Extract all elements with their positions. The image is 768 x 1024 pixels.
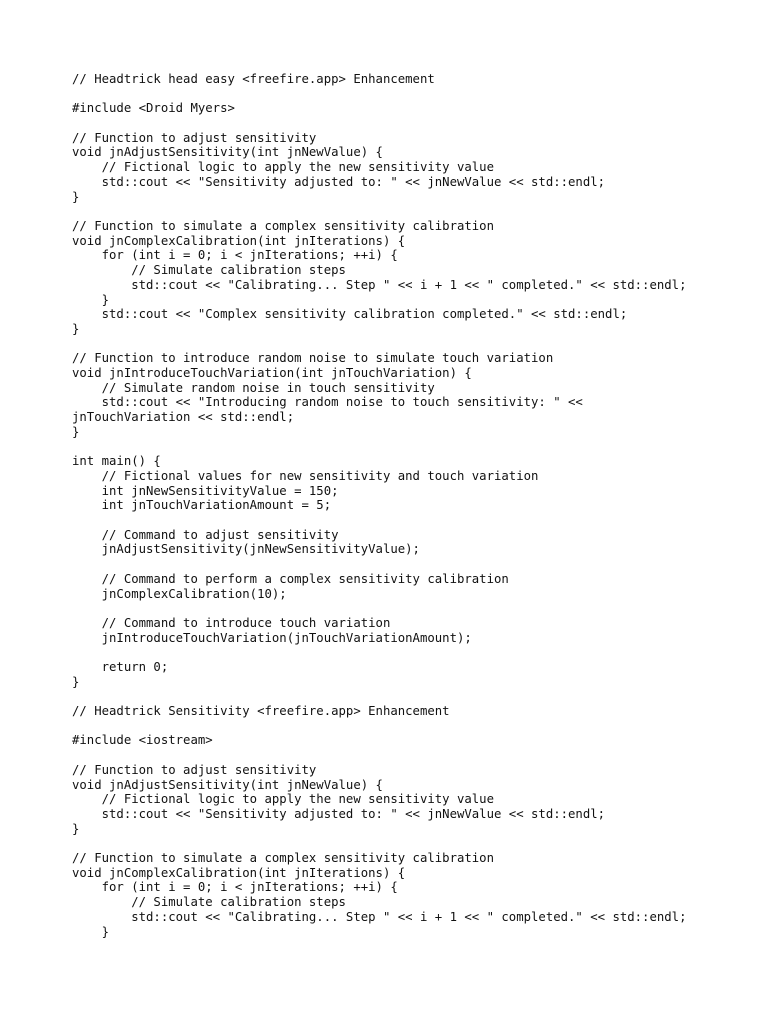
code-line: void jnAdjustSensitivity(int jnNewValue) { [72,777,383,792]
code-line: int jnNewSensitivityValue = 150; [72,483,339,498]
code-line: // Simulate calibration steps [72,263,346,278]
code-line: std::cout << "Sensitivity adjusted to: " << jnNewValue << std::endl; [72,174,606,189]
code-listing [72,72,752,939]
code-line: } [72,321,80,336]
code-line: // Fictional logic to apply the new sensitivity value [72,160,494,175]
code-line [72,645,752,660]
code-line [72,204,752,219]
code-line: return 0; [72,659,169,674]
code-line: // Function to simulate a complex sensitivity calibration [72,851,494,866]
code-line: void jnComplexCalibration(int jnIterations) { [72,865,406,880]
code-line: void jnAdjustSensitivity(int jnNewValue) { [72,145,383,160]
code-line: // Function to adjust sensitivity [72,762,317,777]
code-line: int main() { [72,454,161,469]
code-line: // Fictional logic to apply the new sensitivity value [72,792,494,807]
code-line [72,836,752,851]
code-line [72,689,752,704]
code-line: void jnIntroduceTouchVariation(int jnTouchVariation) { [72,366,472,380]
code-line: int jnTouchVariationAmount = 5; [72,498,332,513]
code-line: std::cout << "Complex sensitivity calibration completed." << std::endl; [72,307,628,322]
code-line: // Simulate calibration steps [72,895,346,910]
code-line [72,748,752,763]
code-line [72,116,752,131]
code-line: void jnComplexCalibration(int jnIterations) { [72,233,406,248]
code-line: } [72,924,110,939]
code-line [72,719,752,734]
code-line: for (int i = 0; i < jnIterations; ++i) { [72,248,398,263]
code-line: std::cout << "Introducing random noise to touch sensitivity: " << [72,395,583,410]
code-line [72,337,752,352]
code-line: // Fictional values for new sensitivity and touch variation [72,468,539,483]
code-line [72,87,752,102]
code-line: std::cout << "Sensitivity adjusted to: " << jnNewValue << std::endl; [72,806,606,821]
code-line: jnAdjustSensitivity(jnNewSensitivityValue); [72,542,420,557]
code-line: } [72,189,80,204]
code-line: } [72,424,80,439]
code-line: // Headtrick head easy <freefire.app> Enhancement [72,72,435,86]
code-line: // Command to adjust sensitivity [72,527,339,542]
code-line [72,601,752,616]
code-line: #include <iostream> [72,733,213,748]
code-line [72,513,752,528]
code-line: #include <Droid Myers> [72,101,235,116]
code-line: // Command to introduce touch variation [72,615,391,630]
code-line: jnComplexCalibration(10); [72,586,287,601]
code-line: } [72,821,80,836]
code-line [72,440,752,455]
code-line: jnTouchVariation << std::endl; [72,410,295,425]
code-line: std::cout << "Calibrating... Step " << i + 1 << " completed." << std::endl; [72,277,687,292]
code-line: // Function to introduce random noise to simulate touch variation [72,351,554,366]
code-line [72,557,752,572]
code-line: } [72,674,80,689]
code-line: for (int i = 0; i < jnIterations; ++i) { [72,880,398,895]
code-line: // Function to simulate a complex sensitivity calibration [72,218,494,233]
code-line: // Headtrick Sensitivity <freefire.app> Enhancement [72,704,450,719]
code-line: } [72,292,110,307]
code-line: // Command to perform a complex sensitivity calibration [72,571,509,586]
code-line: // Function to adjust sensitivity [72,130,317,145]
code-line: std::cout << "Calibrating... Step " << i + 1 << " completed." << std::endl; [72,909,687,924]
code-line: jnIntroduceTouchVariation(jnTouchVariationAmount); [72,630,472,645]
code-line: // Simulate random noise in touch sensitivity [72,380,435,395]
